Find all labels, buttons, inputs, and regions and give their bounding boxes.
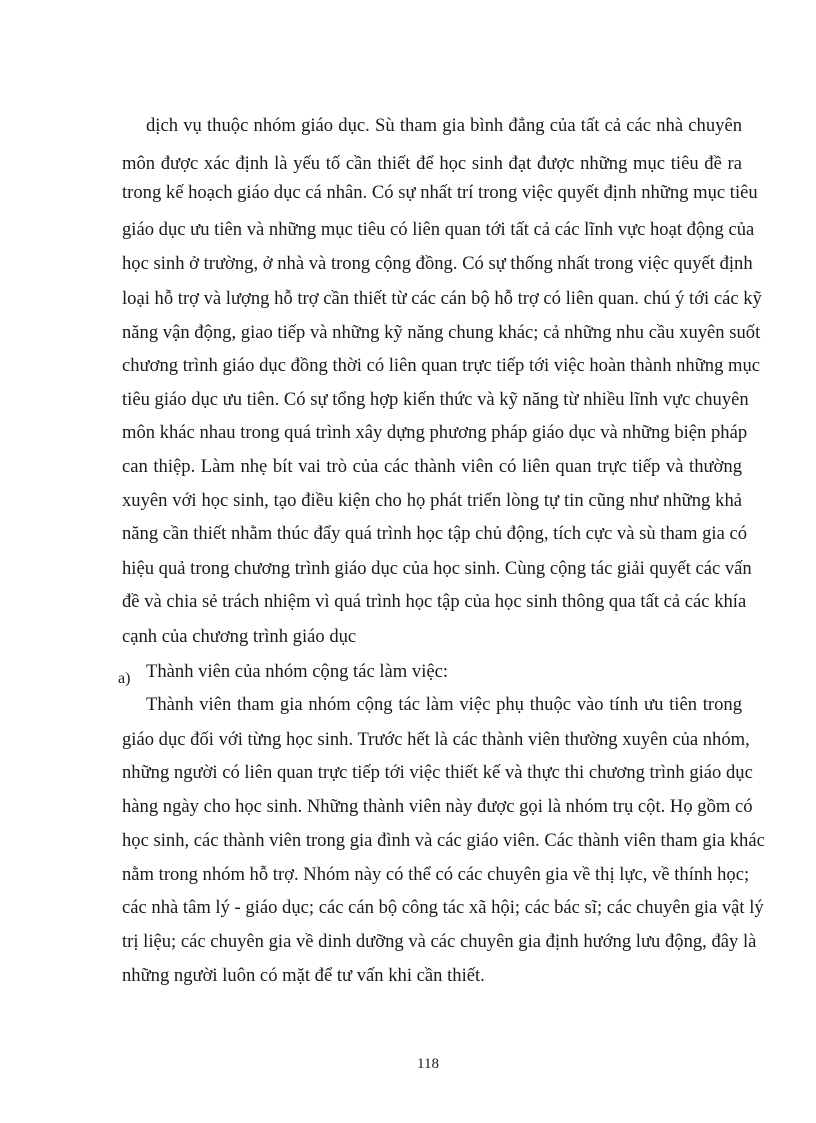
paragraph-line: đề và chia sẻ trách nhiệm vì quá trình học tập của học sinh thông qua tất cả các khía <box>122 591 747 612</box>
paragraph-line: cạnh của chương trình giáo dục <box>122 626 357 647</box>
list-marker: a) <box>118 670 131 687</box>
paragraph-line: học sinh ở trường, ở nhà và trong cộng đồng. Có sự thống nhất trong việc quyết định <box>122 253 753 274</box>
paragraph-line: năng vận động, giao tiếp và những kỹ năng chung khác; cả những nhu cầu xuyên suốt <box>122 322 761 343</box>
paragraph-line: can thiệp. Làm nhẹ bít vai trò của các thành viên có liên quan trực tiếp và thường <box>122 456 742 477</box>
paragraph-line: giáo dục đối với từng học sinh. Trước hết là các thành viên thường xuyên của nhóm, <box>122 729 750 750</box>
paragraph-line: dịch vụ thuộc nhóm giáo dục. Sù tham gia bình đẳng của tất cả các nhà chuyên <box>146 115 742 136</box>
paragraph-line: trong kế hoạch giáo dục cá nhân. Có sự nhất trí trong việc quyết định những mục tiêu <box>122 182 758 203</box>
paragraph-line: môn được xác định là yếu tố cần thiết để học sinh đạt được những mục tiêu đề ra <box>122 153 742 174</box>
paragraph-line: học sinh, các thành viên trong gia đình và các giáo viên. Các thành viên tham gia khác <box>122 830 765 851</box>
paragraph-line: loại hỗ trợ và lượng hỗ trợ cần thiết từ các cán bộ hỗ trợ có liên quan. chú ý tới các kỹ <box>122 288 762 309</box>
paragraph-line: giáo dục ưu tiên và những mục tiêu có liên quan tới tất cả các lĩnh vực hoạt động của <box>122 219 755 240</box>
page-number: 118 <box>417 1056 439 1072</box>
paragraph-line: những người luôn có mặt để tư vấn khi cần thiết. <box>122 965 485 986</box>
paragraph-line: tiêu giáo dục ưu tiên. Có sự tổng hợp kiến thức và kỹ năng từ nhiều lĩnh vực chuyên <box>122 389 749 410</box>
paragraph-line: các nhà tâm lý - giáo dục; các cán bộ công tác xã hội; các bác sĩ; các chuyên gia vật lý <box>122 897 764 918</box>
list-item-text: Thành viên của nhóm cộng tác làm việc: <box>146 661 449 682</box>
paragraph-line: chương trình giáo dục đồng thời có liên quan trực tiếp tới việc hoàn thành những mục <box>122 355 761 376</box>
paragraph-line: hàng ngày cho học sinh. Những thành viên này được gọi là nhóm trụ cột. Họ gồm có <box>122 796 753 817</box>
paragraph-line: nằm trong nhóm hỗ trợ. Nhóm này có thể có các chuyên gia về thị lực, về thính học; <box>122 864 750 885</box>
paragraph-line: trị liệu; các chuyên gia về dinh dưỡng và các chuyên gia định hướng lưu động, đây là <box>122 931 757 952</box>
paragraph-line: năng cần thiết nhằm thúc đẩy quá trình học tập chủ động, tích cực và sù tham gia có <box>122 523 748 544</box>
paragraph-line: xuyên với học sinh, tạo điều kiện cho họ phát triển lòng tự tin cũng như những khả <box>122 490 742 511</box>
paragraph-line: những người có liên quan trực tiếp tới việc thiết kế và thực thi chương trình giáo dục <box>122 762 753 783</box>
paragraph-line: Thành viên tham gia nhóm cộng tác làm việc phụ thuộc vào tính ưu tiên trong <box>146 694 742 715</box>
paragraph-line: hiệu quả trong chương trình giáo dục của học sinh. Cùng cộng tác giải quyết các vấn <box>122 558 752 579</box>
paragraph-line: môn khác nhau trong quá trình xây dựng phương pháp giáo dục và những biện pháp <box>122 422 748 443</box>
